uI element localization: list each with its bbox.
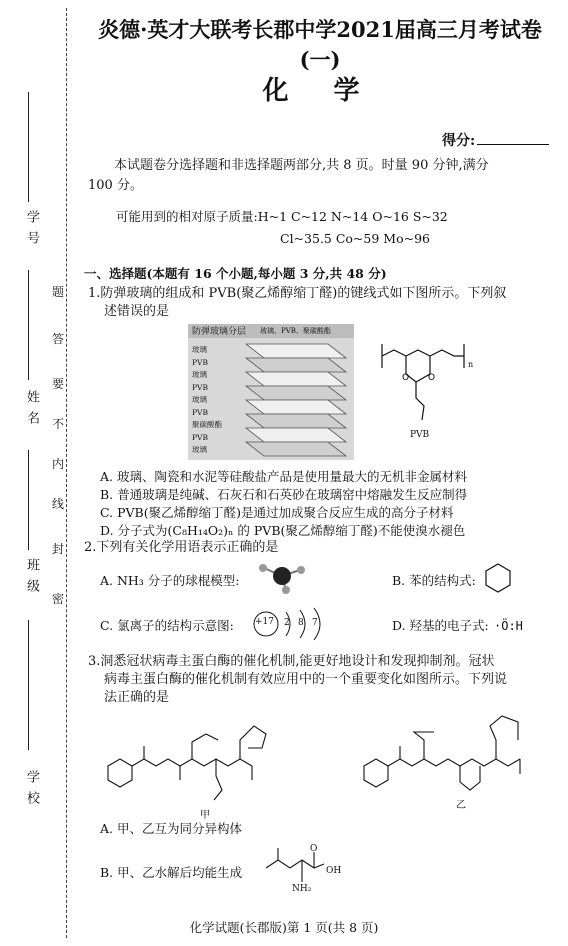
seal-char: 内 — [52, 457, 65, 471]
q1-option-c[interactable]: C. PVB(聚乙烯醇缩丁醛)是通过加成聚合反应生成的高分子材料 — [100, 505, 454, 520]
label-jia: 甲 — [200, 810, 210, 821]
layer-label: PVB — [192, 407, 208, 417]
pvb-skeletal-formula — [376, 334, 496, 452]
q1-stem-line2: 述错误的是 — [104, 304, 170, 319]
q2-stem: 2.下列有关化学用语表示正确的是 — [84, 540, 279, 555]
q3-stem-line2: 病毒主蛋白酶的催化机制有效应用中的一个重要变化如图所示。下列说 — [104, 672, 508, 687]
seal-char: 线 — [52, 497, 65, 511]
molecule-yi — [350, 706, 550, 810]
intro-line2: 100 分。 — [88, 178, 143, 193]
pvb-structure — [376, 334, 496, 452]
score-label: 得分: — [442, 133, 476, 149]
figure-title: 防弹玻璃分层 — [192, 327, 247, 337]
q3-option-a[interactable]: A. 甲、乙互为同分异构体 — [100, 821, 242, 836]
q3-option-b[interactable]: B. 甲、乙水解后均能生成 — [100, 865, 243, 880]
subject-title: 化 学 — [262, 76, 378, 106]
bulletproof-glass-figure — [188, 324, 354, 460]
q3-stem-line3: 法正确的是 — [104, 690, 170, 705]
layer-label: 玻璃 — [192, 445, 207, 454]
q2-option-b[interactable]: B. 苯的结构式: — [392, 573, 476, 588]
seal-char: 封 — [52, 542, 65, 556]
layer-label: 玻璃 — [192, 345, 207, 354]
q3-stem-line1: 3.洞悉冠状病毒主蛋白酶的催化机制,能更好地设计和发现抑制剂。冠状 — [88, 654, 495, 669]
school-blank[interactable] — [28, 620, 29, 750]
seal-char: 要 — [52, 377, 65, 391]
subscript-n: n — [468, 360, 474, 369]
oh-label: OH — [326, 866, 342, 876]
shell-count: 7 — [312, 618, 318, 628]
binding-margin — [0, 0, 70, 946]
seal-char: 答 — [52, 332, 65, 346]
name-blank[interactable] — [28, 270, 29, 380]
figure-legend: 玻璃、PVB、聚碳酸酯 — [260, 327, 331, 335]
q1-stem-line1: 1.防弹玻璃的组成和 PVB(聚乙烯醇缩丁醛)的键线式如下图所示。下列叙 — [88, 286, 507, 301]
hydroxyl-electron-formula: ·Ö:H — [494, 619, 523, 633]
benzene-ring-icon — [484, 562, 512, 594]
layer-label: 玻璃 — [192, 370, 207, 379]
q1-option-b[interactable]: B. 普通玻璃是纯碱、石灰石和石英砂在玻璃窑中熔融发生反应制得 — [100, 487, 468, 502]
score-blank[interactable] — [477, 132, 549, 145]
name-label: 姓 名 — [24, 390, 39, 427]
seal-char: 不 — [52, 417, 65, 431]
shell-count: 2 — [284, 618, 290, 628]
layer-label: 玻璃 — [192, 395, 207, 404]
chloride-ion-diagram — [250, 606, 332, 642]
q2-option-c[interactable]: C. 氯离子的结构示意图: — [100, 618, 234, 633]
seal-dashed-line — [66, 8, 67, 938]
intro-line1: 本试题卷分选择题和非选择题两部分,共 8 页。时量 90 分钟,满分 — [114, 158, 489, 173]
layer-label: PVB — [192, 432, 208, 442]
svg-text:O: O — [428, 373, 436, 383]
molecule-jia — [94, 706, 294, 810]
label-yi: 乙 — [456, 800, 466, 811]
q2-option-a[interactable]: A. NH₃ 分子的球棍模型: — [100, 573, 240, 588]
q2-option-d[interactable]: D. 羟基的电子式: — [392, 618, 489, 633]
page-footer: 化学试题(长郡版)第 1 页(共 8 页) — [189, 920, 379, 935]
class-label: 班 级 — [24, 558, 39, 595]
svg-text:O: O — [402, 373, 410, 383]
id-label: 学 号 — [24, 210, 39, 247]
pvb-label: PVB — [410, 430, 430, 440]
q1-option-d[interactable]: D. 分子式为(C₈H₁₄O₂)ₙ 的 PVB(聚乙烯醇缩丁醛)不能使溴水褪色 — [100, 523, 466, 538]
seal-char: 题 — [52, 285, 65, 299]
section-heading: 一、选择题(本题有 16 个小题,每小题 3 分,共 48 分) — [84, 266, 387, 281]
exam-title: 炎德·英才大联考长郡中学2021届高三月考试卷(一) — [98, 17, 542, 72]
seal-char: 密 — [52, 592, 65, 606]
atomic-mass-line2: Cl~35.5 Co~59 Mo~96 — [280, 231, 430, 246]
q1-option-a[interactable]: A. 玻璃、陶瓷和水泥等硅酸盐产品是使用量最大的无机非金属材料 — [100, 469, 467, 484]
class-blank[interactable] — [28, 450, 29, 550]
o-label: O — [310, 844, 318, 854]
layer-label: 聚碳酸酯 — [192, 420, 222, 429]
school-label: 学 校 — [24, 770, 39, 807]
layer-label: PVB — [192, 382, 208, 392]
layer-label: PVB — [192, 357, 208, 367]
nh3-ball-stick-model — [256, 560, 306, 594]
nh2-label: NH₂ — [292, 884, 312, 894]
atomic-mass-line1: 可能用到的相对原子质量:H~1 C~12 N~14 O~16 S~32 — [116, 209, 448, 224]
nucleus-charge: +17 — [255, 617, 274, 627]
shell-count: 8 — [298, 618, 304, 628]
layer-labels — [192, 344, 222, 457]
score-field — [442, 130, 549, 150]
id-blank[interactable] — [28, 92, 29, 202]
